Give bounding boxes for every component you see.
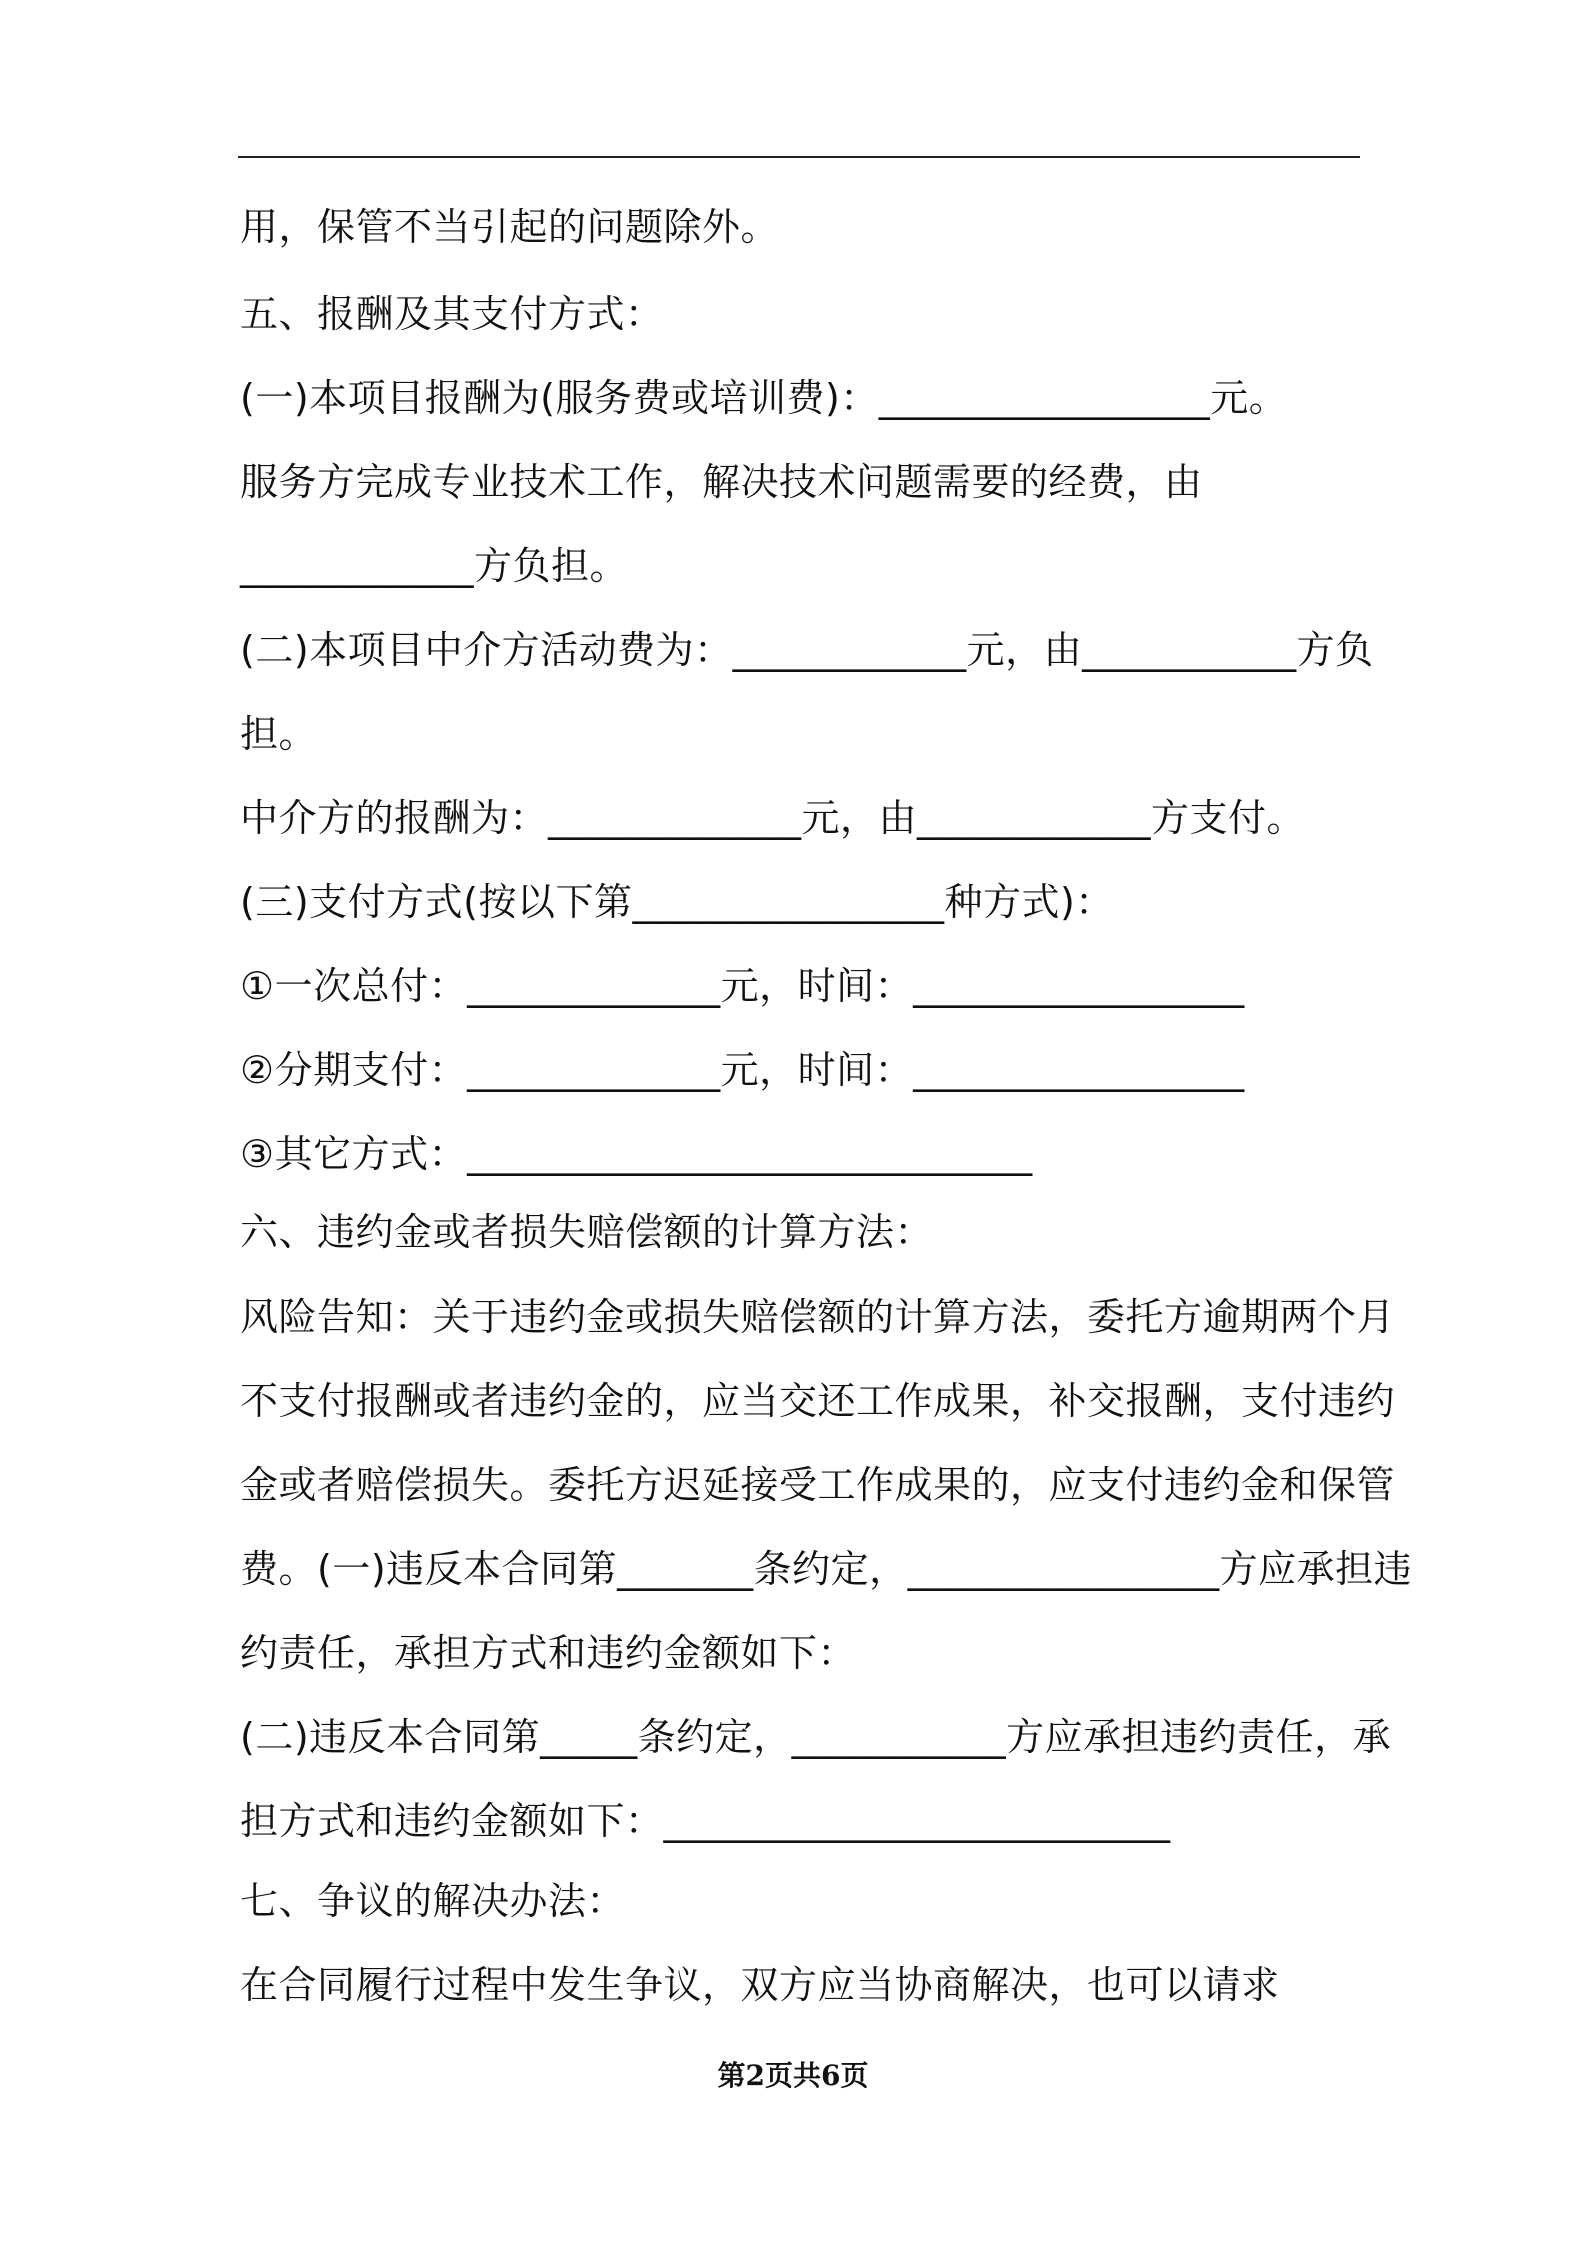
text-line: 中介方的报酬为：_____________元，由____________方支付。 bbox=[240, 796, 1306, 840]
text-line: 不支付报酬或者违约金的，应当交还工作成果，补交报酬，支付违约 bbox=[240, 1379, 1396, 1423]
section-heading: 六、违约金或者损失赔偿额的计算方法： bbox=[240, 1210, 934, 1254]
text-line: 用，保管不当引起的问题除外。 bbox=[240, 205, 780, 249]
text-line: ③其它方式：_____________________________ bbox=[240, 1132, 1033, 1176]
text-line: (三)支付方式(按以下第________________种方式)： bbox=[240, 880, 1114, 924]
text-line: 担。 bbox=[240, 712, 318, 756]
text-line: ①一次总付：_____________元，时间：_________________ bbox=[240, 964, 1245, 1008]
text-line: 风险告知：关于违约金或损失赔偿额的计算方法，委托方逾期两个月 bbox=[240, 1295, 1396, 1339]
text-line: (二)违反本合同第_____条约定，___________方应承担违约责任，承 bbox=[240, 1715, 1392, 1759]
page-number: 第2页共6页 bbox=[717, 2059, 869, 2092]
text-line: ____________方负担。 bbox=[240, 544, 629, 588]
text-line: (二)本项目中介方活动费为：____________元，由___________方负 bbox=[240, 628, 1374, 672]
section-heading: 五、报酬及其支付方式： bbox=[240, 292, 664, 336]
text-line: 费。(一)违反本合同第_______条约定，________________方应承担违 bbox=[240, 1547, 1413, 1591]
text-line: (一)本项目报酬为(服务费或培训费)：_________________元。 bbox=[240, 376, 1288, 420]
text-line: ②分期支付：_____________元，时间：_________________ bbox=[240, 1048, 1245, 1092]
text-line: 约责任，承担方式和违约金额如下： bbox=[240, 1631, 857, 1675]
text-line: 在合同履行过程中发生争议，双方应当协商解决，也可以请求 bbox=[240, 1963, 1280, 2007]
section-heading: 七、争议的解决办法： bbox=[240, 1879, 626, 1923]
header-rule bbox=[238, 156, 1360, 158]
text-line: 担方式和违约金额如下：__________________________ bbox=[240, 1799, 1171, 1843]
text-line: 服务方完成专业技术工作，解决技术问题需要的经费，由 bbox=[240, 460, 1203, 504]
text-line: 金或者赔偿损失。委托方迟延接受工作成果的，应支付违约金和保管 bbox=[240, 1463, 1396, 1507]
